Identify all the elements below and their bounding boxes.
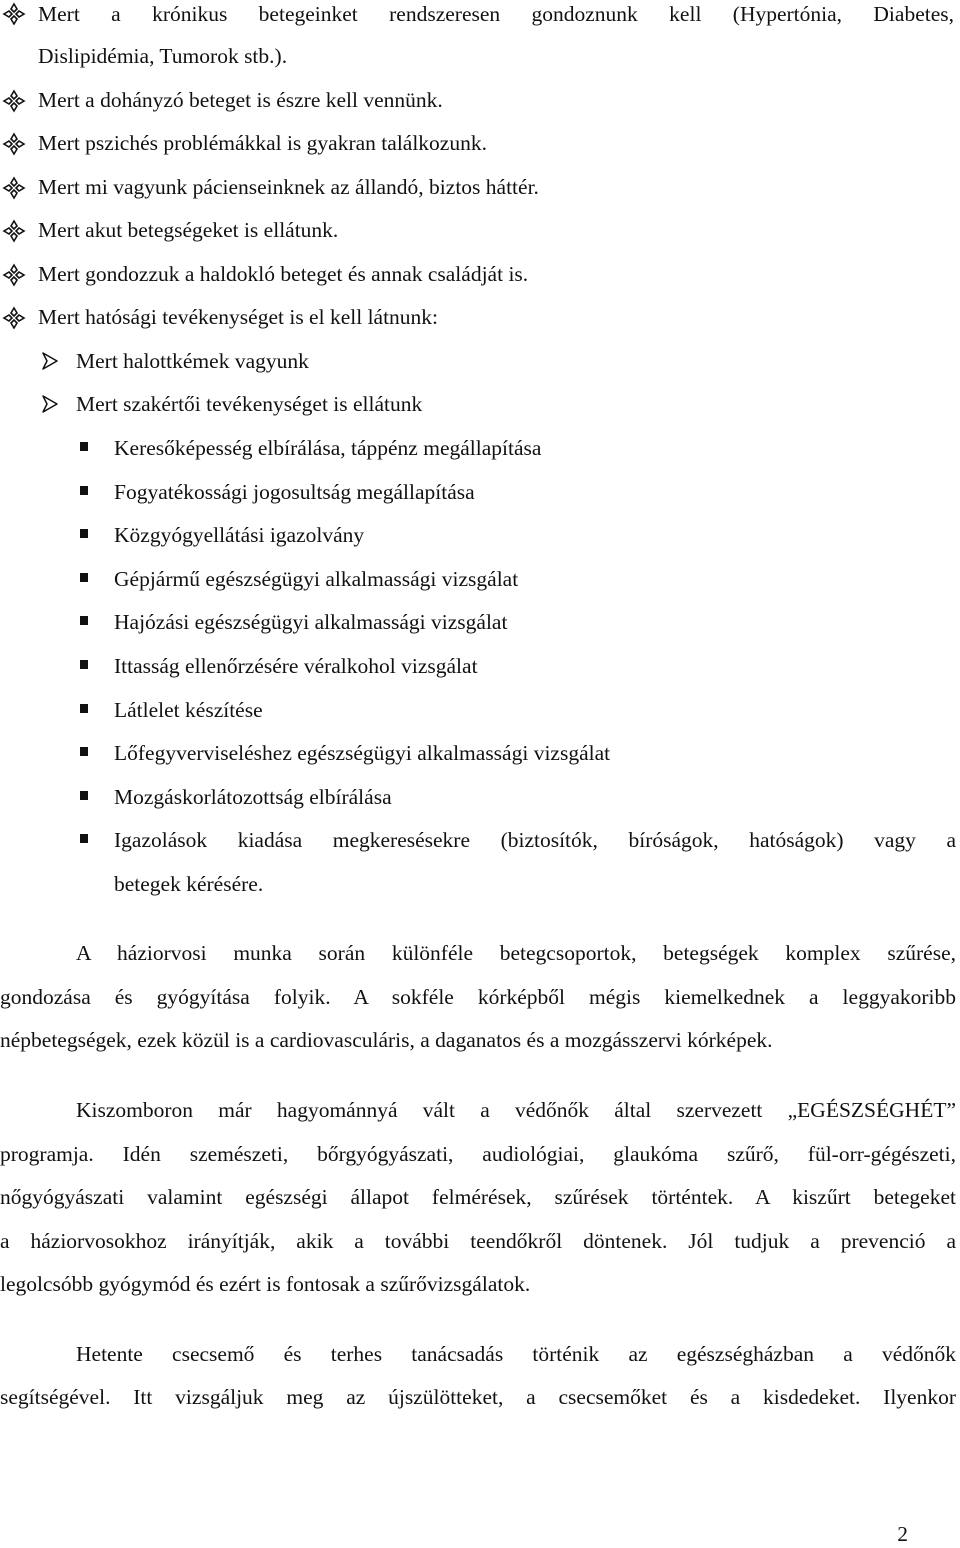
bullet-text: Mert a krónikus betegeinket rendszeresen gondoznunk kell (Hypertónia, Diabetes, xyxy=(38,2,954,26)
paragraph-line: Hetente csecsemő és terhes tanácsadás történik az egészségházban a védőnők xyxy=(76,1342,956,1366)
four-leaf-diamond-icon xyxy=(2,176,26,200)
paragraph-line: nőgyógyászati valamint egészségi állapot felmérések, szűrések történtek. A kiszűrt betegeket xyxy=(0,1185,956,1209)
bullet-text: Ittasság ellenőrzésére véralkohol vizsgálat xyxy=(114,654,478,678)
filled-square-icon xyxy=(80,747,88,756)
paragraph-line: Kiszomboron már hagyománnyá vált a védőnők által szervezett „EGÉSZSÉGHÉT” xyxy=(76,1098,956,1122)
four-leaf-diamond-icon xyxy=(2,306,26,330)
bullet-text: Mert hatósági tevékenységet is el kell látnunk: xyxy=(38,305,439,329)
bullet-text: Mert szakértői tevékenységet is ellátunk xyxy=(76,392,423,416)
bullet-text: Közgyógyellátási igazolvány xyxy=(114,523,365,547)
paragraph-line: népbetegségek, ezek közül is a cardiovasculáris, a daganatos és a mozgásszervi kórképek. xyxy=(0,1028,773,1052)
filled-square-icon xyxy=(80,616,88,625)
paragraph-line: gondozása és gyógyítása folyik. A sokféle kórképből mégis kiemelkednek a leggyakoribb xyxy=(0,985,956,1009)
paragraph-line: legolcsóbb gyógymód és ezért is fontosak a szűrővizsgálatok. xyxy=(0,1272,531,1296)
bullet-text: Mozgáskorlátozottság elbírálása xyxy=(114,785,392,809)
filled-square-icon xyxy=(80,486,88,495)
filled-square-icon xyxy=(80,834,88,843)
bullet-text: Gépjármű egészségügyi alkalmassági vizsgálat xyxy=(114,567,519,591)
bullet-text: Mert akut betegségeket is ellátunk. xyxy=(38,218,339,242)
bullet-text: Mert pszichés problémákkal is gyakran találkozunk. xyxy=(38,131,487,155)
four-leaf-diamond-icon xyxy=(2,132,26,156)
bullet-text: Látlelet készítése xyxy=(114,698,263,722)
four-leaf-diamond-icon xyxy=(2,263,26,287)
bullet-text: Hajózási egészségügyi alkalmassági vizsgálat xyxy=(114,610,508,634)
filled-square-icon xyxy=(80,704,88,713)
paragraph-line: A háziorvosi munka során különféle betegcsoportok, betegségek komplex szűrése, xyxy=(76,941,956,965)
filled-square-icon xyxy=(80,791,88,800)
filled-square-icon xyxy=(80,529,88,538)
filled-square-icon xyxy=(80,442,88,451)
bullet-text: Keresőképesség elbírálása, táppénz megállapítása xyxy=(114,436,542,460)
paragraph-line: a háziorvosokhoz irányítják, akik a további teendőkről döntenek. Jól tudjuk a prevenció a xyxy=(0,1229,956,1253)
bullet-text: Mert mi vagyunk pácienseinknek az állandó, biztos háttér. xyxy=(38,175,539,199)
bullet-text-continuation: Dislipidémia, Tumorok stb.). xyxy=(38,44,288,68)
bullet-text: Igazolások kiadása megkeresésekre (biztosítók, bíróságok, hatóságok) vagy a xyxy=(114,828,956,852)
arrowhead-icon xyxy=(42,395,58,413)
bullet-text-continuation: betegek kérésére. xyxy=(114,872,264,896)
filled-square-icon xyxy=(80,573,88,582)
paragraph-line: programja. Idén szemészeti, bőrgyógyászati, audiológiai, glaukóma szűrő, fül-orr-gégészeti, xyxy=(0,1142,956,1166)
bullet-text: Mert a dohányzó beteget is észre kell vennünk. xyxy=(38,88,443,112)
four-leaf-diamond-icon xyxy=(2,89,26,113)
bullet-text: Lőfegyverviseléshez egészségügyi alkalmassági vizsgálat xyxy=(114,741,611,765)
bullet-text: Mert gondozzuk a haldokló beteget és annak családját is. xyxy=(38,262,529,286)
four-leaf-diamond-icon xyxy=(2,2,26,26)
filled-square-icon xyxy=(80,660,88,669)
bullet-text: Fogyatékossági jogosultság megállapítása xyxy=(114,480,475,504)
bullet-text: Mert halottkémek vagyunk xyxy=(76,349,309,373)
arrowhead-icon xyxy=(42,352,58,370)
page-number: 2 xyxy=(897,1522,908,1546)
four-leaf-diamond-icon xyxy=(2,219,26,243)
paragraph-line: segítségével. Itt vizsgáljuk meg az újszülötteket, a csecsemőket és a kisdedeket. Ilyenkor xyxy=(0,1385,956,1409)
